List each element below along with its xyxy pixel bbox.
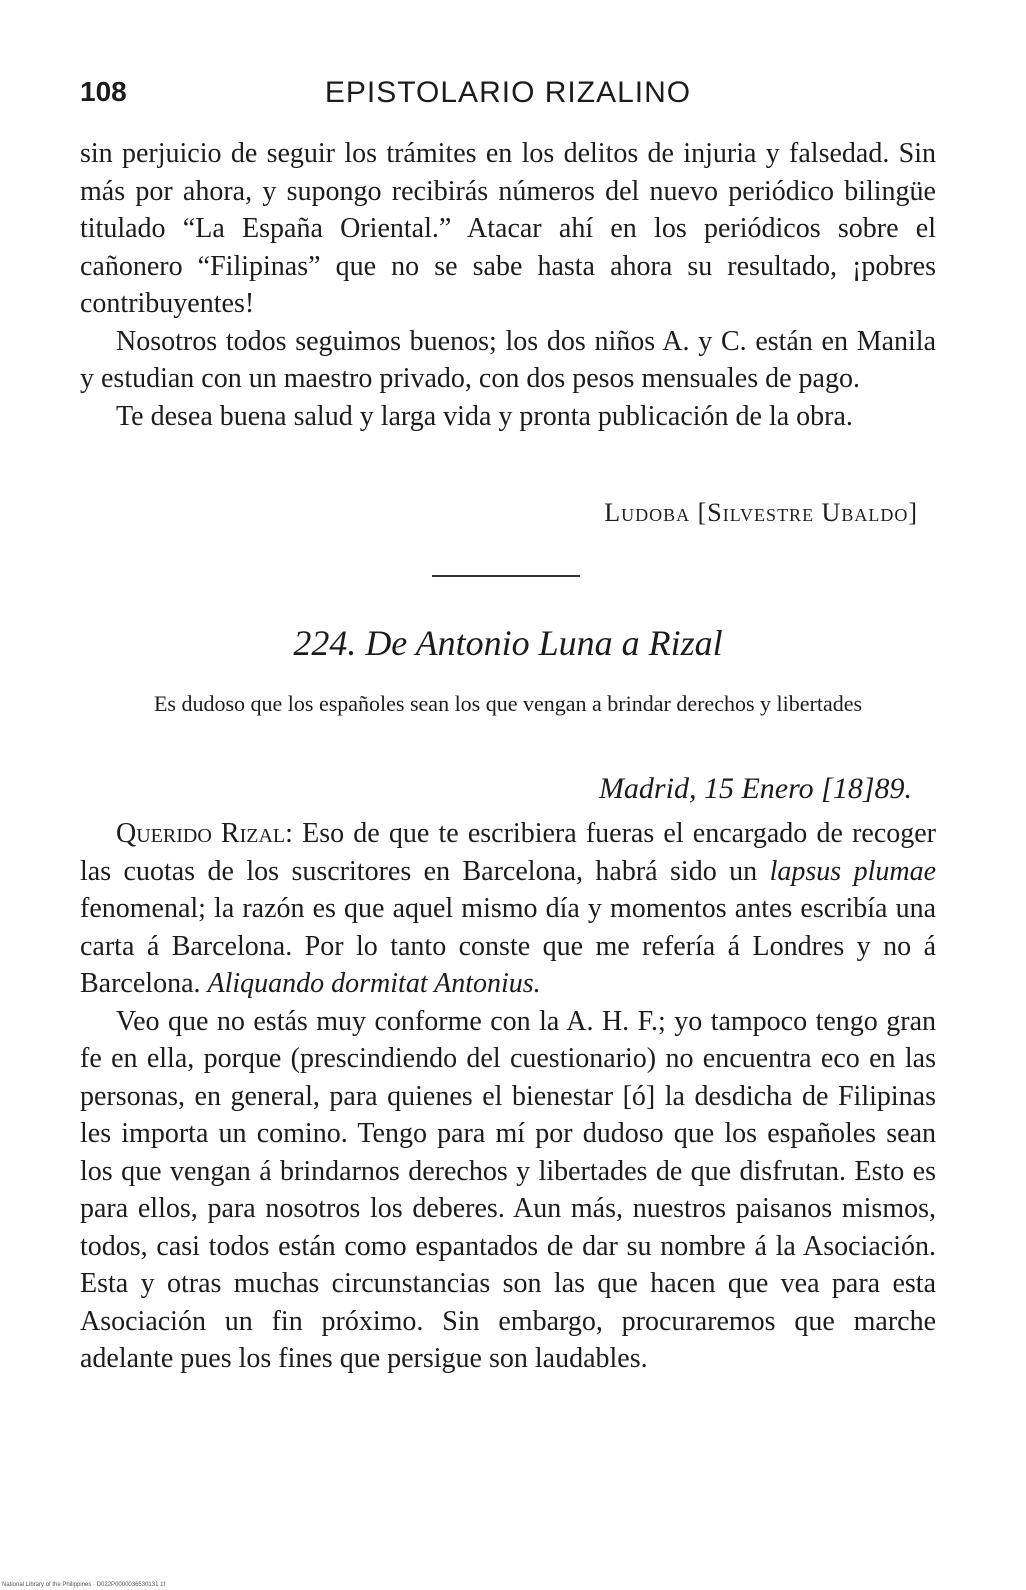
paragraph [80,815,936,1003]
letter-body [80,815,936,1378]
paragraph: Nosotros todos seguimos buenos; los dos niños A. y C. están en Manila y estudian con un maestro privado, con dos pesos mensuales de pago. [80,325,936,394]
page-number: 108 [80,76,127,107]
section-divider [432,575,580,577]
paragraph: sin perjuicio de seguir los trámites en los delitos de injuria y falsedad. Sin más por ahora, y supongo recibirás números del nuevo periódico bilingüe titulado “La España Oriental.” Atacar ahí en los periódicos sobre el cañonero “Filipinas” que no se sabe hasta ahora su resultado, ¡pobres contribuyentes! [80,138,936,319]
latin-phrase: Aliquando dormitat Antonius. [207,968,541,999]
running-title: EPISTOLARIO RIZALINO [324,76,692,109]
text-run: fenomenal; la razón es que aquel mismo día y momentos antes escribía una carta á Barcelona. Por lo tanto conste que me refería á Londres y no á Barcelona. [80,893,936,999]
dateline: Madrid, 15 Enero [18]89. [598,772,912,805]
signature: Ludoba [Silvestre Ubaldo] [604,498,918,527]
letter-title: 224. De Antonio Luna a Rizal [293,623,723,663]
paragraph: Veo que no estás muy conforme con la A. H. F.; yo tampoco tengo gran fe en ella, porque (prescindiendo del cuestionario) no encuentra eco en las personas, en general, para quienes el bienestar [ó] la desdicha de Filipinas les importa un comino. Tengo para mí por dudoso que los españoles sean los que vengan á brindarnos derechos y libertades de que disfrutan. Esto es para ellos, para nosotros los deberes. Aun más, nuestros paisanos mismos, todos, casi todos están como espantados de dar su nombre á la Asociación. Esta y otras muchas circunstancias son las que hacen que vea para esta Asociación un fin próximo. Sin embargo, procuraremos que marche adelante pues los fines que persigue son laudables. [80,1005,936,1374]
paragraph: Te desea buena salud y larga vida y pronta publicación de la obra. [116,400,853,432]
salutation: Querido Rizal [116,818,286,849]
latin-phrase: lapsus plumae [769,855,937,887]
page-header [80,76,936,116]
previous-letter-body [80,135,936,435]
letter-summary: Es dudoso que los españoles sean los que vengan a brindar derechos y libertades [153,691,863,716]
scan-footer: National Library of the Philippines · D022P0000036530131 1f [2,1582,166,1588]
text-run: : Eso de que te escribiera fueras el encargado de recoger las cuotas de los suscritores en Barcelona, habrá sido un [80,818,936,887]
